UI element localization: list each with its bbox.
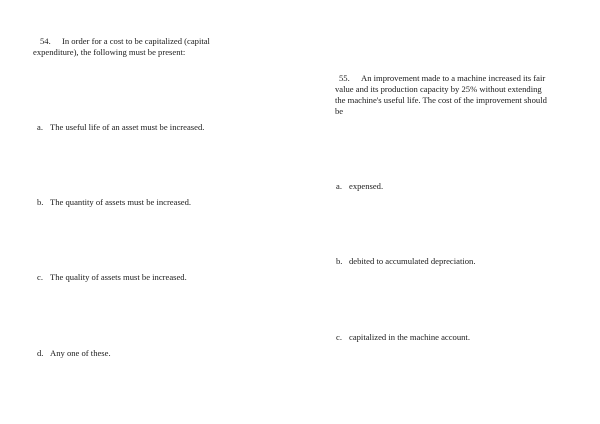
question-55-option-a (336, 181, 383, 192)
option-letter: c. (37, 272, 43, 282)
question-55-stem-line-1: An improvement made to a machine increased its fair (361, 73, 546, 83)
option-letter: c. (336, 332, 342, 342)
option-letter: a. (37, 122, 43, 132)
question-54-option-c (37, 272, 187, 283)
option-text: The quality of assets must be increased. (50, 272, 187, 282)
question-54-option-d (37, 348, 111, 359)
question-55-number: 55. (339, 73, 350, 83)
question-55-stem-line-2: value and its production capacity by 25% without extending (335, 84, 542, 94)
option-letter: a. (336, 181, 342, 191)
option-letter: b. (336, 256, 343, 266)
option-letter: b. (37, 197, 44, 207)
question-54-stem (33, 36, 236, 58)
question-54-stem-line-2: expenditure), the following must be present: (33, 47, 186, 57)
question-55-stem-line-4: be (335, 106, 344, 116)
option-text: capitalized in the machine account. (349, 332, 470, 342)
option-text: The useful life of an asset must be increased. (50, 122, 205, 132)
option-text: Any one of these. (50, 348, 111, 358)
option-text: expensed. (349, 181, 384, 191)
option-text: debited to accumulated depreciation. (349, 256, 476, 266)
question-55-stem (335, 73, 567, 117)
question-54-option-b (37, 197, 191, 208)
question-54-number: 54. (40, 36, 51, 46)
question-55-stem-line-3: the machine's useful life. The cost of the improvement should (335, 95, 547, 105)
question-55-option-c (336, 332, 470, 343)
question-55-option-b (336, 256, 475, 267)
option-letter: d. (37, 348, 44, 358)
option-text: The quantity of assets must be increased. (50, 197, 192, 207)
question-54-option-a (37, 122, 204, 133)
question-54-stem-line-1: In order for a cost to be capitalized (capital (62, 36, 210, 46)
